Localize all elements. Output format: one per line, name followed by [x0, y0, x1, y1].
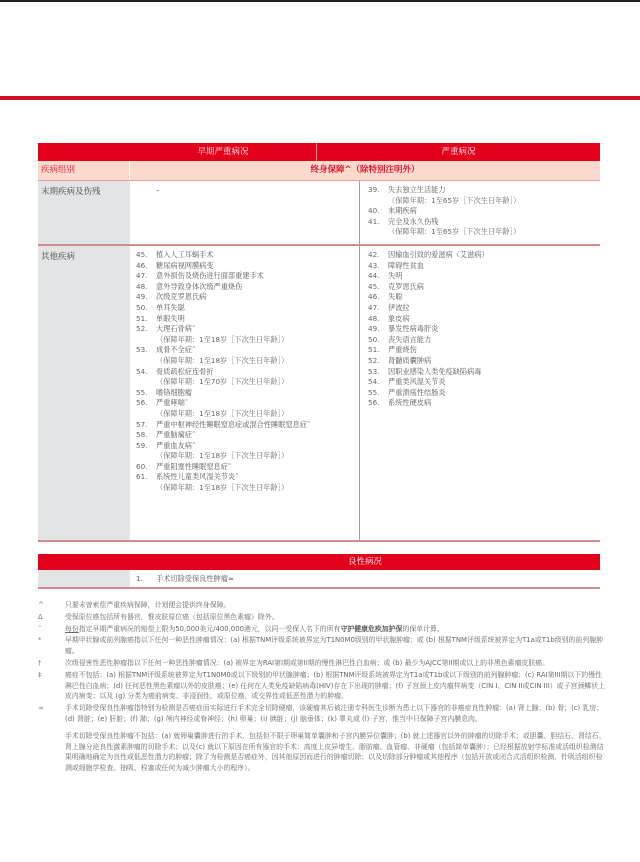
benign-group-cell	[38, 570, 130, 587]
severe-critical-cell	[360, 246, 600, 540]
condition-number: 41.	[368, 216, 380, 226]
footnote	[38, 600, 608, 611]
condition-number: 42.	[368, 250, 380, 259]
condition-number: 47.	[368, 302, 380, 312]
condition-item	[368, 271, 594, 282]
condition-name: 肾髓质囊肿病	[388, 355, 432, 365]
condition-name: 次级克罗恩氏病	[156, 292, 207, 302]
condition-item	[368, 324, 594, 335]
footnote-text: 手术切除受保良性肿瘤指特别为检测是否癌症而实际进行手术完全切除硬瘤，该硬瘤其后被注册专科医生诊断为患上以下器官的非癌症良性肿瘤：(a) 肾上腺；(b) 骨；(c) 乳房；(d) 肾脏；(e) 肝脏；(f) 肺；(g) 颅内神经或脊神经；(h) 卵巢；(i) 胰脏；(j) 脑垂体；(k) 睾丸或 (l) 子宫，惟当中只保障子宫内膜息肉。	[65, 704, 604, 723]
condition-number: 51.	[368, 345, 380, 355]
condition-item	[136, 388, 353, 399]
condition-item	[136, 271, 353, 282]
table-body	[38, 181, 600, 542]
condition-item	[368, 314, 594, 325]
early-critical-cell	[130, 181, 360, 244]
condition-number: 51.	[136, 313, 148, 323]
condition-item	[136, 462, 353, 473]
condition-item	[136, 367, 353, 378]
coverage-period: （保障年期：1至18岁［下次生日年龄］）	[156, 451, 289, 461]
footnote	[38, 658, 608, 669]
condition-name: 象皮病	[388, 313, 410, 323]
footnote-symbol: Δ	[38, 612, 43, 621]
condition-item	[136, 261, 353, 272]
condition-item	[136, 185, 353, 196]
condition-number: 44.	[368, 271, 380, 281]
condition-name: 植入人工耳蜗手术	[156, 250, 214, 259]
condition-item	[368, 282, 594, 293]
condition-number: 45.	[136, 250, 148, 259]
condition-number: 49.	[368, 324, 380, 334]
benign-header-band	[38, 554, 600, 570]
condition-item	[368, 345, 594, 356]
condition-name: 意外损伤及烧伤进行面部重建手术	[156, 271, 264, 281]
condition-item	[368, 367, 594, 378]
condition-number: 57.	[136, 419, 148, 429]
disease-group-cell: 其他疾病	[38, 246, 130, 540]
footnote-text: 早期甲状腺或前列腺癌指以下任何一种恶性肿瘤情况：(a) 根据TNM评级系统被界定为T1N0M0级别的甲状腺肿瘤；或 (b) 根据TNM评级系统被界定为T1a或T1b级别的前列腺肿瘤。	[65, 636, 603, 656]
condition-name: 丧失语言能力	[388, 334, 432, 344]
condition-number: 39.	[368, 185, 380, 194]
lifetime-coverage-label: 终身保障^（除特别注明外）	[310, 165, 420, 175]
condition-item	[136, 430, 353, 441]
table-subheader	[38, 161, 600, 181]
disease-group-cell: 末期疾病及伤残	[38, 181, 130, 244]
benign-item	[130, 570, 600, 587]
condition-number: 53.	[136, 345, 148, 355]
footnote-text: 每份指定早期严重病况的赔偿上限为50,000美元/400,000港元，以同一受保人名下的所有守护健康危疾加护保的保单计算。	[65, 624, 444, 633]
condition-item	[368, 398, 594, 409]
header-red-rule	[0, 96, 640, 100]
coverage-period: （保障年期：1至18岁［下次生日年龄］）	[156, 483, 289, 493]
condition-number: 50.	[136, 302, 148, 312]
condition-name: 单眼失明	[156, 313, 185, 323]
footnote-symbol: †	[38, 658, 42, 667]
condition-number: 50.	[368, 334, 380, 344]
condition-item	[136, 292, 353, 303]
condition-number: 43.	[368, 260, 380, 270]
condition-number: 60.	[136, 461, 148, 471]
condition-number: 46.	[136, 260, 148, 270]
condition-item	[368, 292, 594, 303]
condition-number: 54.	[368, 377, 380, 387]
footnote-symbol: *	[38, 636, 42, 645]
condition-name: 暴发性病毒肝炎	[388, 324, 439, 334]
condition-number: 54.	[136, 366, 148, 376]
condition-name: 伊波拉	[388, 302, 410, 312]
footnote-symbol: ^	[38, 601, 44, 609]
condition-item	[136, 472, 353, 483]
condition-name: 严重中枢神经性睡眠窒息症或混合性睡眠窒息症˜	[156, 419, 311, 429]
condition-item	[368, 185, 594, 196]
coverage-table	[38, 143, 600, 589]
condition-item	[368, 217, 594, 228]
coverage-period: （保障年期：1至70岁［下次生日年龄］）	[156, 377, 289, 387]
condition-item	[368, 377, 594, 388]
footnote-text: 次级侵害性恶性肿瘤指以下任何一种恶性肿瘤情况：(a) 被界定为RAI第I期或第II期的慢性淋巴性白血病；或 (b) 最少为AJCC第II期或以上的非黑色素瘤皮肤癌。	[65, 658, 550, 667]
condition-item	[368, 261, 594, 272]
condition-name: 嗜铬细胞瘤	[156, 387, 192, 397]
condition-name: 严重阻塞性睡眠窒息症˜	[156, 461, 232, 471]
condition-number: 49.	[136, 292, 148, 302]
condition-number: 56.	[136, 398, 148, 408]
page-top-border	[0, 0, 640, 2]
condition-number: 48.	[136, 281, 148, 291]
coverage-period: （保障年期：1至18岁［下次生日年龄］）	[156, 408, 289, 418]
coverage-period: （保障年期：1至18岁［下次生日年龄］）	[156, 334, 289, 344]
condition-number: 58.	[136, 430, 148, 440]
condition-number: 48.	[368, 313, 380, 323]
condition-name: 单耳失聪	[156, 302, 185, 312]
condition-number: 45.	[368, 281, 380, 291]
condition-number: 52.	[368, 355, 380, 365]
header-early-critical: 早期严重病况	[197, 147, 249, 157]
benign-item-text: 手术切除受保良性肿瘤≈	[156, 574, 234, 583]
footnote	[38, 670, 608, 702]
coverage-period: （保障年期：1至18岁［下次生日年龄］）	[156, 355, 289, 365]
footnote	[38, 612, 608, 623]
condition-item	[136, 250, 353, 261]
condition-name: 意外导致身体次级严重烧伤	[156, 281, 243, 291]
condition-name: 成骨不全症˜	[156, 345, 196, 355]
condition-name: 失去独立生活能力	[388, 185, 446, 194]
condition-name: 骨质疏松症连骨折	[156, 366, 214, 376]
condition-name: 严重脑痫症˜	[156, 430, 196, 440]
header-severe-critical: 严重病况	[316, 143, 600, 161]
table-row	[38, 181, 600, 246]
condition-number: 56.	[368, 398, 380, 408]
footnote	[38, 635, 608, 657]
coverage-period: （保障年期：1至65岁［下次生日年龄］）	[388, 195, 521, 205]
footnote-symbol	[38, 731, 65, 774]
condition-name: 糖尿病视网膜病变	[156, 260, 214, 270]
condition-name: 克罗恩氏病	[388, 281, 424, 291]
condition-number: 61.	[136, 472, 148, 482]
condition-name: 末期疾病	[388, 206, 417, 216]
footnote	[38, 703, 608, 725]
condition-item	[136, 324, 353, 335]
condition-number: 40.	[368, 206, 380, 216]
condition-item	[136, 282, 353, 293]
condition-number: 55.	[368, 387, 380, 397]
condition-item	[136, 314, 353, 325]
early-critical-cell	[130, 246, 360, 540]
condition-name: 严重哮喘˜	[156, 398, 189, 408]
condition-number: 53.	[368, 366, 380, 376]
footnote-text: 癌症不包括：(a) 根据TNM评级系统被界定为T1N0M0或以下级别的甲状腺肿瘤；(b) 根据TNM评级系统被界定为T1a或T1b或以下级别的前列腺肿瘤；(c) RAI第III期以下的慢性淋巴性白血病；(d) 任何恶性黑色素瘤以外的皮肤癌；(e) 任何在人类免疫缺陷病毒(HIV)存在下出现的肿瘤；(f) 子宫颈上皮内瘤样病变（CIN I、CIN II或CIN III）或子宫颈鳞状上皮内病变；以及 (g) 分类为癌前病变、非浸润性、或原位癌、或交界性或低恶性潜力的肿瘤。	[65, 670, 605, 701]
condition-name: 失聪	[388, 292, 403, 302]
footnotes	[38, 600, 608, 775]
condition-item	[136, 345, 353, 356]
severe-critical-cell	[360, 181, 600, 244]
condition-name: 严重烧伤	[388, 345, 417, 355]
benign-item-num: 1.	[136, 574, 143, 583]
condition-name: 大理石骨病˜	[156, 324, 196, 334]
coverage-period: （保障年期：1至65岁［下次生日年龄］）	[388, 227, 521, 237]
condition-item	[368, 388, 594, 399]
condition-name: 完全及永久伤残	[388, 216, 439, 226]
condition-name: 严重溃疡性结肠炎	[388, 387, 446, 397]
condition-name: 严重血友病˜	[156, 440, 196, 450]
footnote-text: 只要未曾索偿严重疾病保障，计划便会提供终身保障。	[65, 601, 231, 609]
table-header-band	[38, 143, 600, 161]
benign-header: 良性病况	[347, 557, 382, 567]
footnote-symbol: ‡	[38, 670, 42, 679]
condition-number: 46.	[368, 292, 380, 302]
footnote-symbol: ˜	[38, 624, 42, 633]
condition-name: 失明	[388, 271, 403, 281]
condition-name: –	[156, 185, 160, 194]
condition-item	[368, 250, 594, 261]
condition-name: 系统性儿童类风湿关节炎˜	[156, 472, 239, 482]
condition-item	[368, 356, 594, 367]
footnote	[38, 624, 608, 635]
condition-number: 52.	[136, 324, 148, 334]
condition-name: 因职业感染人类免疫缺陷病毒	[388, 366, 482, 376]
condition-name: 因输血引致的爱滋病（艾滋病）	[388, 250, 489, 259]
condition-name: 严重类风湿关节炎	[388, 377, 446, 387]
condition-item	[136, 441, 353, 452]
condition-number	[136, 185, 156, 196]
condition-item	[368, 335, 594, 346]
condition-item	[136, 398, 353, 409]
benign-row	[38, 570, 600, 589]
condition-item	[368, 303, 594, 314]
condition-item	[368, 206, 594, 217]
disease-group-label: 疾病组别	[38, 161, 130, 180]
condition-number: 55.	[136, 387, 148, 397]
condition-number: 47.	[136, 271, 148, 281]
condition-item	[136, 303, 353, 314]
footnote-symbol: ≈	[38, 704, 44, 713]
condition-name: 系统性硬皮病	[388, 398, 432, 408]
footnote-text: 受保原位癌包括所有器官，惟皮肤原位癌（包括原位黑色素瘤）除外。	[65, 612, 279, 621]
condition-name: 障碍性贫血	[388, 260, 424, 270]
condition-number: 59.	[136, 440, 148, 450]
condition-item	[136, 420, 353, 431]
footnote	[38, 731, 608, 774]
table-row	[38, 246, 600, 542]
footnote-text: 手术切除受保良性肿瘤不包括：(a) 就卵巢囊肿进行的手术，包括但不限于卵巢简单囊肿和子宫内膜异位囊肿；(b) 就上述器官以外的肿瘤的切除手术；或胆囊、胆结石、肾结石、肾上腺分泌良性激素肿瘤的切除手术；以及(c) 就以下原因在所有器官的手术：高度上皮异增生、脂肪瘤、血管瘤、非硬瘤（包括简单囊肿）；已经根据放射学标准或活组织检测结果明确地确定为良性或低恶性潜力的肿瘤；除了为检测是否癌症外，因其他原因而进行的肿瘤切除；以及切除部分肿瘤或其他程序（包括开放或闭合式活组织检测、针吸活组织检测或细胞学检查、抽吸、栓塞或任何为减少肿瘤大小的程序）。	[65, 731, 606, 773]
